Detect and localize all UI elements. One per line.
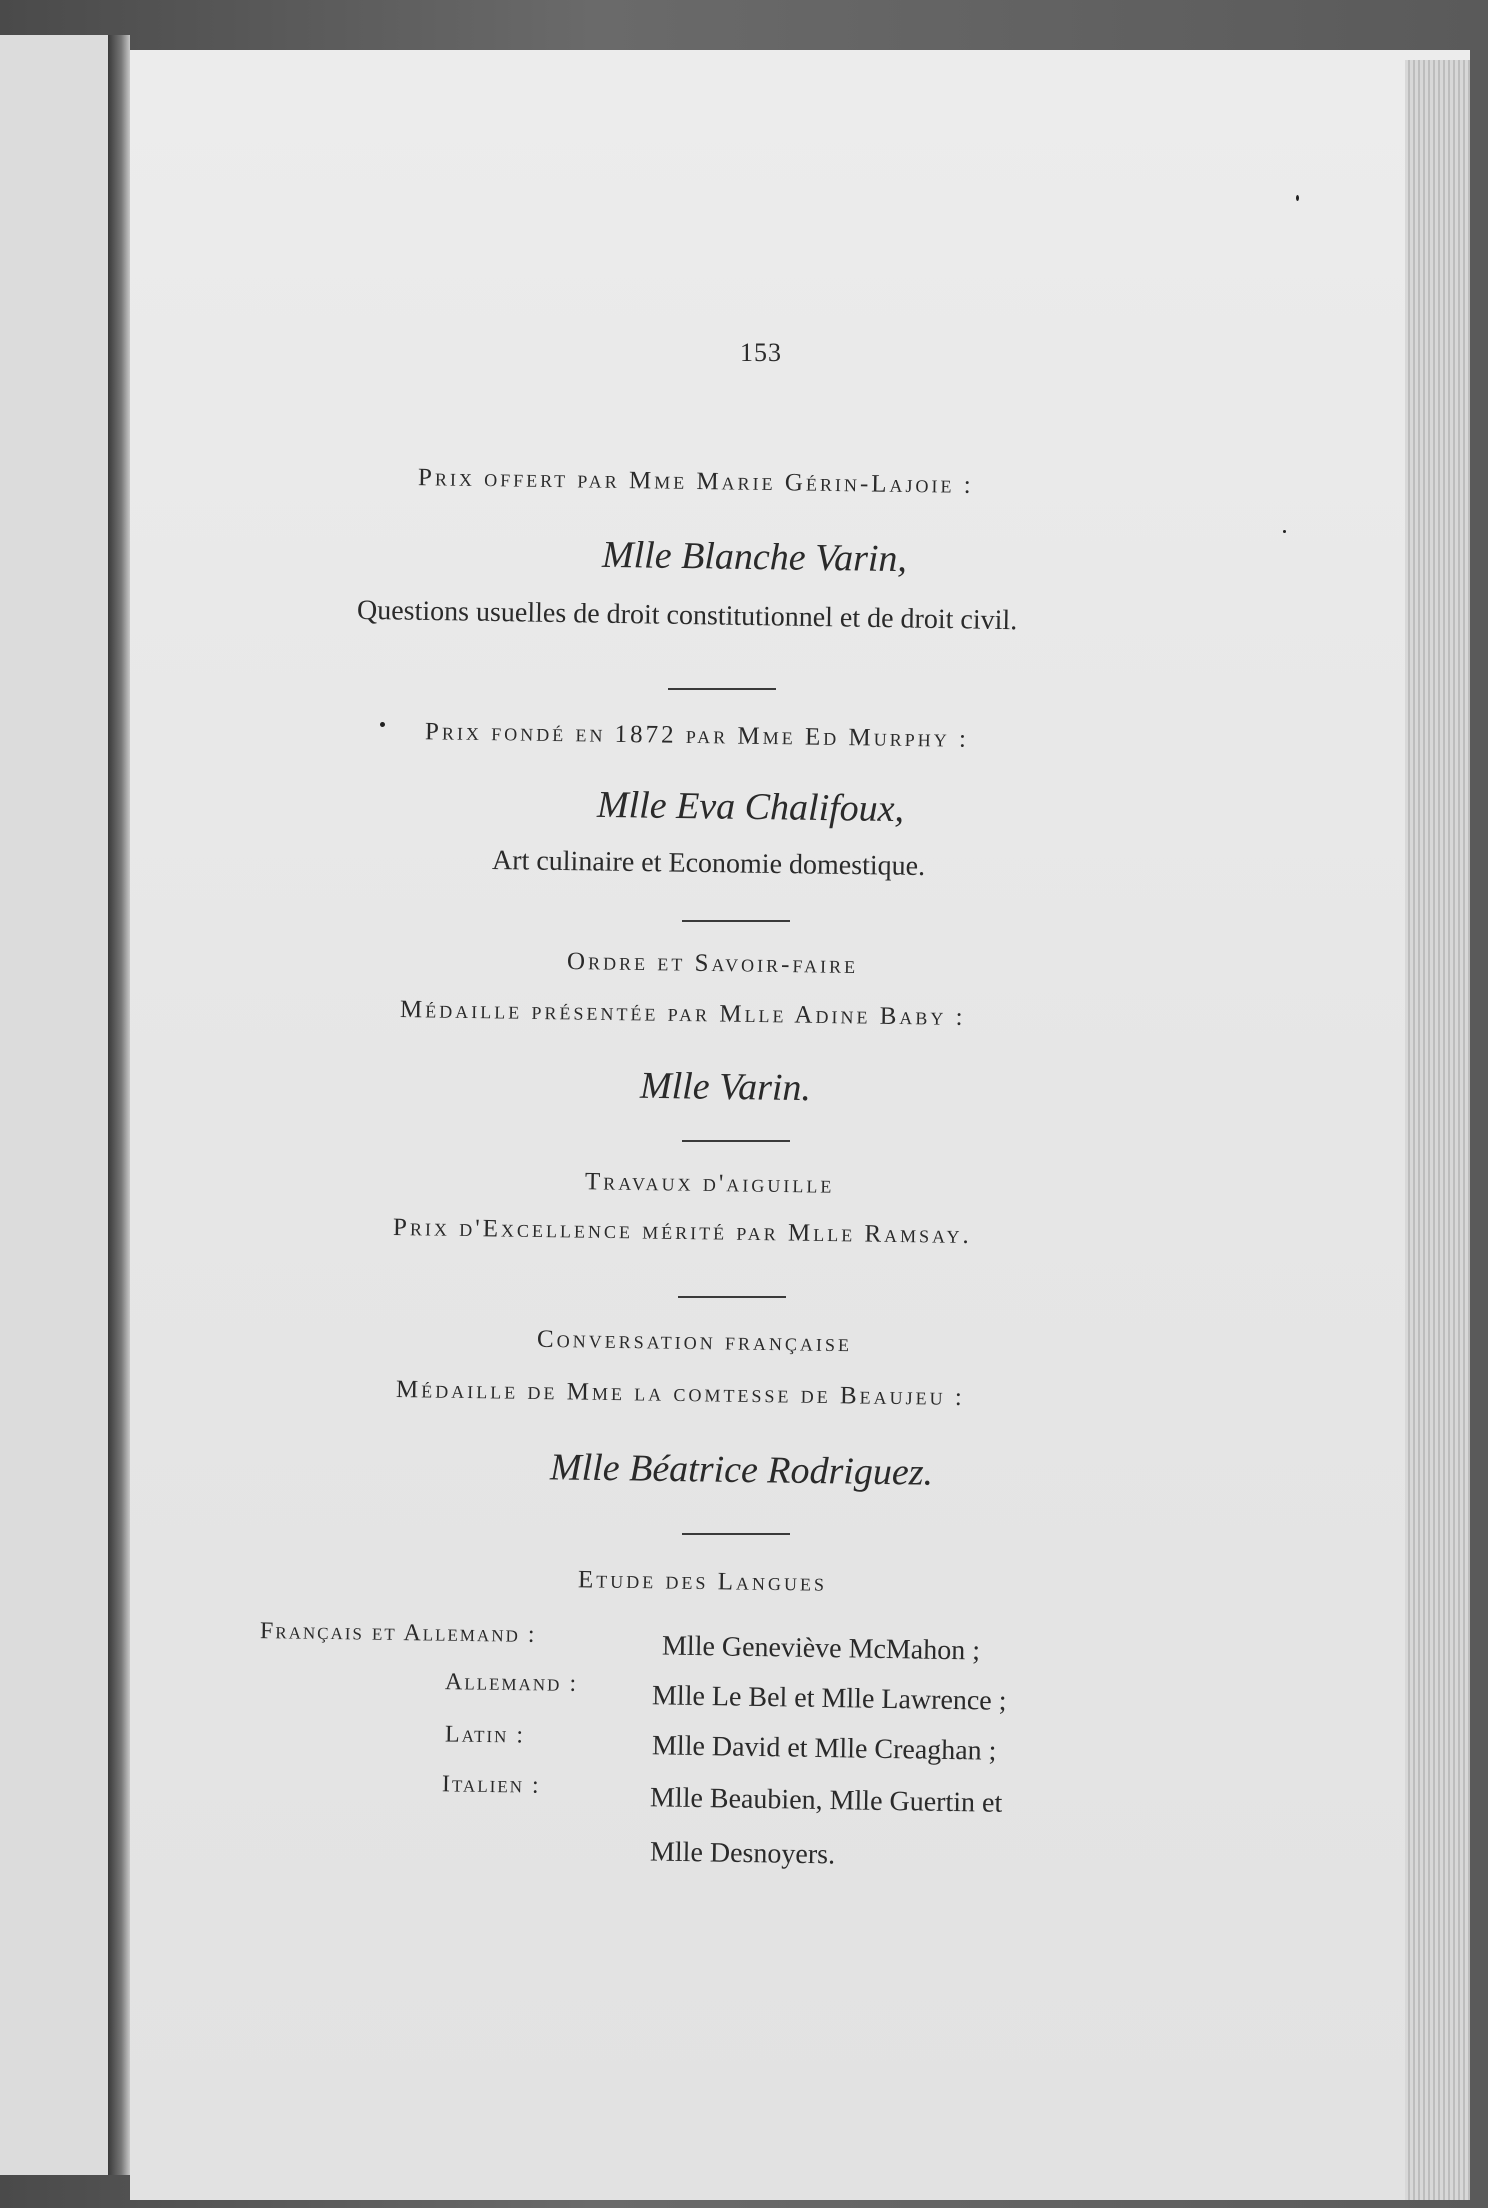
section-subheading: Prix d'Excellence mérité par Mlle Ramsay.: [392, 1213, 972, 1250]
section-heading: Prix offert par Mme Marie Gérin-Lajoie :: [417, 464, 974, 499]
section-heading: Conversation française: [536, 1325, 853, 1358]
section-divider: [678, 1296, 786, 1298]
section-heading: Ordre et Savoir-faire: [566, 947, 859, 980]
page-stack-edges: [1405, 60, 1470, 2200]
section-divider: [668, 688, 776, 690]
language-label: Allemand :: [444, 1669, 579, 1697]
section-divider: [682, 1140, 790, 1142]
section-heading: Etude des Langues: [577, 1566, 828, 1597]
section-heading: Prix fondé en 1872 par Mme Ed Murphy :: [424, 718, 970, 753]
book-binding: [108, 35, 130, 2175]
language-value: Mlle Beaubien, Mlle Guertin et: [649, 1782, 1003, 1819]
scan-speck: [380, 722, 385, 727]
awardee-name: Mlle Eva Chalifoux,: [596, 783, 905, 831]
language-label: Français et Allemand :: [259, 1618, 537, 1648]
language-value: Mlle David et Mlle Creaghan ;: [651, 1730, 997, 1767]
language-value: Mlle Geneviève McMahon ;: [661, 1630, 981, 1667]
section-divider: [682, 1533, 790, 1535]
page-number: 153: [740, 338, 782, 367]
awardee-name: Mlle Béatrice Rodriguez.: [549, 1446, 934, 1494]
section-heading: Travaux d'aiguille: [584, 1168, 835, 1199]
language-value: Mlle Le Bel et Mlle Lawrence ;: [651, 1680, 1007, 1717]
section-subheading: Médaille présentée par Mlle Adine Baby :: [399, 996, 966, 1031]
facing-page-edge: [0, 35, 111, 2175]
award-description: Questions usuelles de droit constitutionnel et de droit civil.: [356, 594, 1018, 637]
book-page: [130, 50, 1470, 2200]
section-subheading: Médaille de Mme la comtesse de Beaujeu :: [395, 1376, 965, 1411]
award-description: Art culinaire et Economie domestique.: [491, 844, 926, 883]
section-divider: [682, 920, 790, 922]
language-value: Mlle Desnoyers.: [649, 1836, 836, 1871]
awardee-name: Mlle Varin.: [639, 1064, 812, 1110]
scan-speck: [1296, 195, 1299, 201]
language-label: Latin :: [444, 1721, 526, 1749]
language-label: Italien :: [441, 1771, 541, 1799]
awardee-name: Mlle Blanche Varin,: [601, 533, 908, 581]
scan-speck: [1283, 530, 1286, 533]
